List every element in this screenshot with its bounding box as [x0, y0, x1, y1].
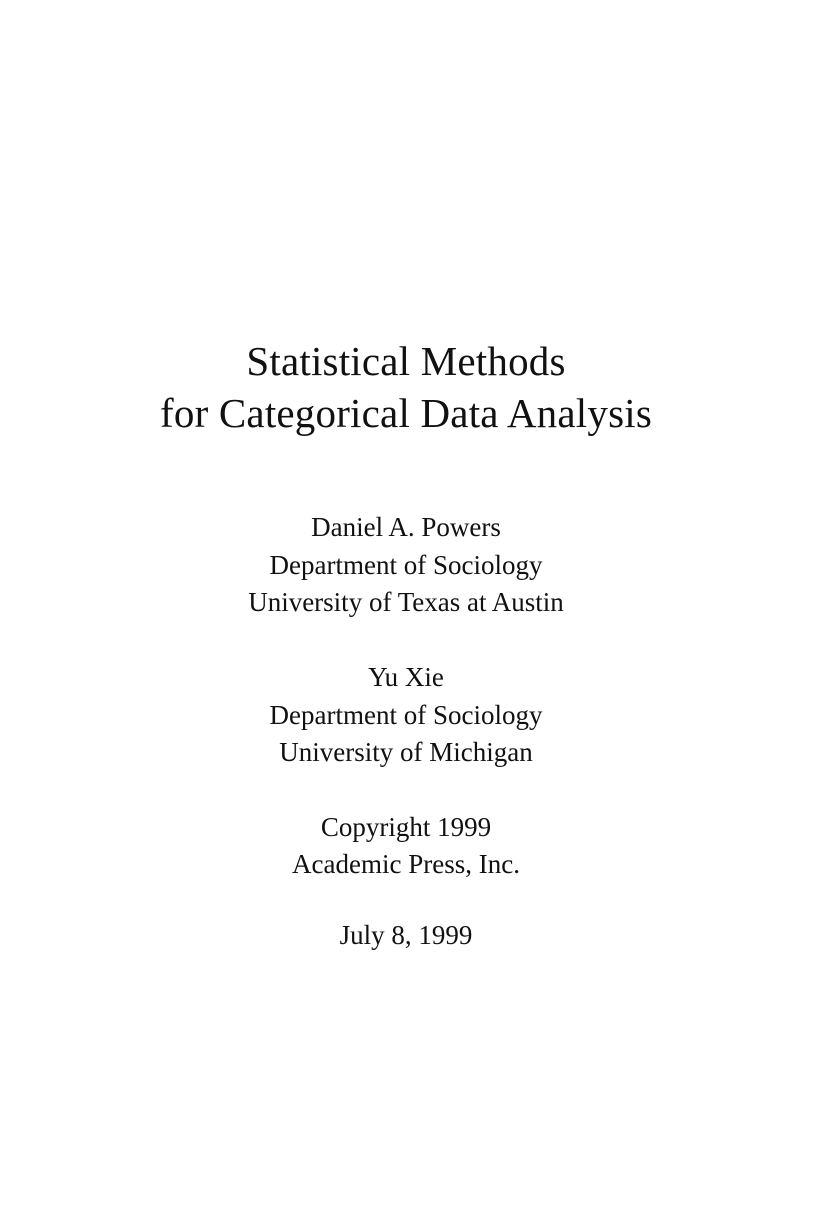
title-line-2: for Categorical Data Analysis: [160, 390, 652, 436]
author-institution: University of Michigan: [279, 737, 533, 767]
author-institution: University of Texas at Austin: [248, 587, 564, 617]
author-department: Department of Sociology: [269, 550, 543, 580]
author-name: Yu Xie: [368, 662, 444, 692]
author-name: Daniel A. Powers: [311, 512, 501, 542]
document-date: July 8, 1999: [339, 920, 473, 950]
title-line-1: Statistical Methods: [246, 338, 566, 384]
author-department: Department of Sociology: [269, 700, 543, 730]
copyright-notice: Copyright 1999: [320, 812, 492, 842]
publisher: Academic Press, Inc.: [292, 849, 520, 879]
